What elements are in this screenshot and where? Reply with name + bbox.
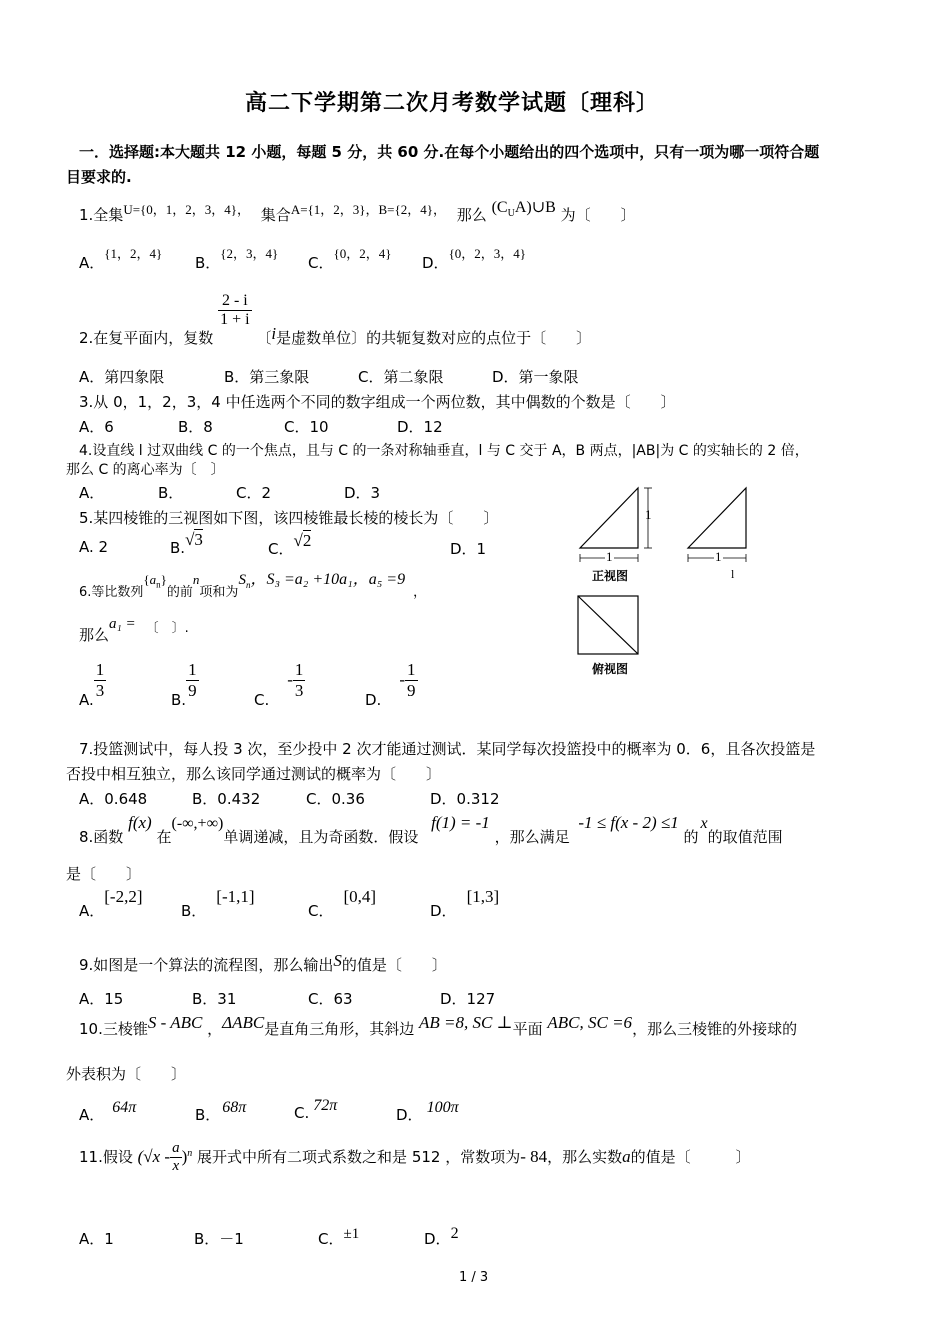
q9-option-d: D．127 <box>440 990 496 1008</box>
side-view-width-label: 1 <box>715 549 722 564</box>
front-view <box>580 488 652 562</box>
front-view-label: 正视图 <box>592 569 629 583</box>
q6-option-b: B. $\frac{1}{9}$ <box>171 660 197 709</box>
q6-option-c: C.- $\frac{1}{3}$ <box>254 660 304 709</box>
page-number: 1 / 3 <box>459 1270 489 1285</box>
q11-option-d: D．2 <box>424 1225 459 1248</box>
side-view-label: l <box>731 567 735 581</box>
q8-stem: 8.函数 f(x) 在(-∞,+∞)单调递减，且为奇函数．假设 f(1) = -1 ，那么满足 -1 ≤ f(x - 2) ≤1 的x的取值范围 <box>79 813 783 846</box>
q11-option-b: B．－1 <box>194 1230 244 1248</box>
q10-option-b: B． 68π <box>195 1099 247 1124</box>
top-view-label: 俯视图 <box>592 662 629 676</box>
q4-stem: 4.设直线 l 过双曲线 C 的一个焦点，且与 C 的一条对称轴垂直，l 与 C 交于 A，B 两点，|AB|为 C 的实轴长的 2 倍， <box>79 443 809 459</box>
q2-option-d: D．第一象限 <box>492 368 579 386</box>
q9-option-b: B．31 <box>192 990 237 1008</box>
q11-option-a: A．1 <box>79 1230 114 1248</box>
q4-option-d: D．3 <box>344 484 381 502</box>
q4-option-b: B． <box>158 484 184 502</box>
q1-option-c: C．{0，2，4} <box>308 246 392 272</box>
q4-stem-cont: 那么 C 的离心率为〔 〕 <box>66 462 225 478</box>
q3-option-a: A．6 <box>79 418 114 436</box>
q7-stem: 7.投篮测试中，每人投 3 次，至少投中 2 次才能通过测试．某同学每次投篮投中的概率为 0．6，且各次投篮是 <box>79 740 816 758</box>
q5-option-a: A. 2 <box>79 538 109 556</box>
q8-option-d: D．[1,3] <box>430 887 500 920</box>
top-view <box>578 596 638 654</box>
q4-option-c: C．2 <box>236 484 272 502</box>
section-heading: 一．选择题:本大题共 12 小题，每题 5 分，共 60 分.在每个小题给出的四个选项中，只有一项为哪一项符合题 <box>79 143 820 161</box>
q10-option-a: A． 64π <box>79 1099 137 1124</box>
front-view-width-label: 1 <box>606 549 613 564</box>
three-view-diagram <box>574 484 754 684</box>
q9-stem: 9.如图是一个算法的流程图，那么输出S的值是〔 〕 <box>79 951 447 974</box>
q8-stem-cont: 是〔 〕 <box>66 865 142 883</box>
q5-option-b: B.√3 <box>170 530 203 557</box>
q8-option-b: B．[-1,1] <box>181 887 255 920</box>
q8-option-a: A．[-2,2] <box>79 887 143 920</box>
q2-option-a: A．第四象限 <box>79 368 165 386</box>
q7-option-a: A．0.648 <box>79 790 148 808</box>
q1-option-b: B．{2，3，4} <box>195 246 279 272</box>
section-heading-cont: 目要求的. <box>66 168 132 186</box>
q10-stem: 10.三棱锥S - ABC ，ΔABC是直角三角形，其斜边 AB =8, SC ⊥平面 ABC, SC =6，那么三棱锥的外接球的 <box>79 1013 798 1038</box>
q2-option-c: C．第二象限 <box>358 368 444 386</box>
q10-option-d: D． 100π <box>396 1099 459 1124</box>
q5-option-d: D．1 <box>450 540 487 558</box>
q1-option-a: A．{1，2，4} <box>79 246 163 272</box>
q2-option-b: B．第三象限 <box>224 368 310 386</box>
q6-option-a: A. $\frac{1}{3}$ <box>79 660 105 709</box>
front-view-height-label: 1 <box>645 507 652 522</box>
q7-option-c: C．0.36 <box>306 790 365 808</box>
page-title: 高二下学期第二次月考数学试题〔理科〕 <box>245 91 660 116</box>
q8-option-c: C．[0,4] <box>308 887 377 920</box>
q4-option-a: A． <box>79 484 105 502</box>
q6-option-d: D.- $\frac{1}{9}$ <box>365 660 416 709</box>
q6-stem-cont: 那么a₁ = 〔 〕. <box>79 616 189 644</box>
q7-option-d: D．0.312 <box>430 790 500 808</box>
q3-option-d: D．12 <box>397 418 443 436</box>
q2-stem: 2.在复平面内，复数 $\frac{2 - i}{1 + i}$ 〔i是虚数单位〕的共轭复数对应的点位于〔 〕 <box>79 292 592 347</box>
q3-stem: 3.从 0，1，2，3，4 中任选两个不同的数字组成一个两位数，其中偶数的个数是〔 〕 <box>79 393 676 411</box>
q9-option-c: C．63 <box>308 990 353 1008</box>
q1-stem: 1.全集U={0，1，2，3，4}， 集合A={1，2，3}，B={2，4}， 那么 $(C_UA)\cup B$ 为〔 〕 <box>79 199 636 224</box>
q5-stem: 5.某四棱锥的三视图如下图，该四棱锥最长棱的棱长为〔 〕 <box>79 509 499 527</box>
q7-stem-cont: 否投中相互独立，那么该同学通过测试的概率为〔 〕 <box>66 765 442 783</box>
q9-option-a: A．15 <box>79 990 124 1008</box>
q1-option-d: D．{0，2，3，4} <box>422 246 527 272</box>
q2-fraction: $\frac{2 - i}{1 + i}$ <box>220 292 250 328</box>
q10-stem-cont: 外表积为〔 〕 <box>66 1065 187 1083</box>
q11-stem: 11.假设 (√x - $\frac{a}{x}$ )$^n$ 展开式中所有二项式系数之和是 512 ，常数项为- 84，那么实数a的值是〔 〕 <box>79 1140 751 1174</box>
q7-option-b: B．0.432 <box>192 790 261 808</box>
q6-stem: 6.等比数列$\{a_n\}$的前n项和为$S_n$，S₃ =a₂ +10a₁，a₅ =9， <box>79 571 427 600</box>
q5-option-c: C．√2 <box>268 531 312 558</box>
q10-option-c: C. 72π <box>294 1097 338 1122</box>
q3-option-c: C．10 <box>284 418 329 436</box>
q3-option-b: B．8 <box>178 418 213 436</box>
q11-option-c: C．±1 <box>318 1226 360 1248</box>
